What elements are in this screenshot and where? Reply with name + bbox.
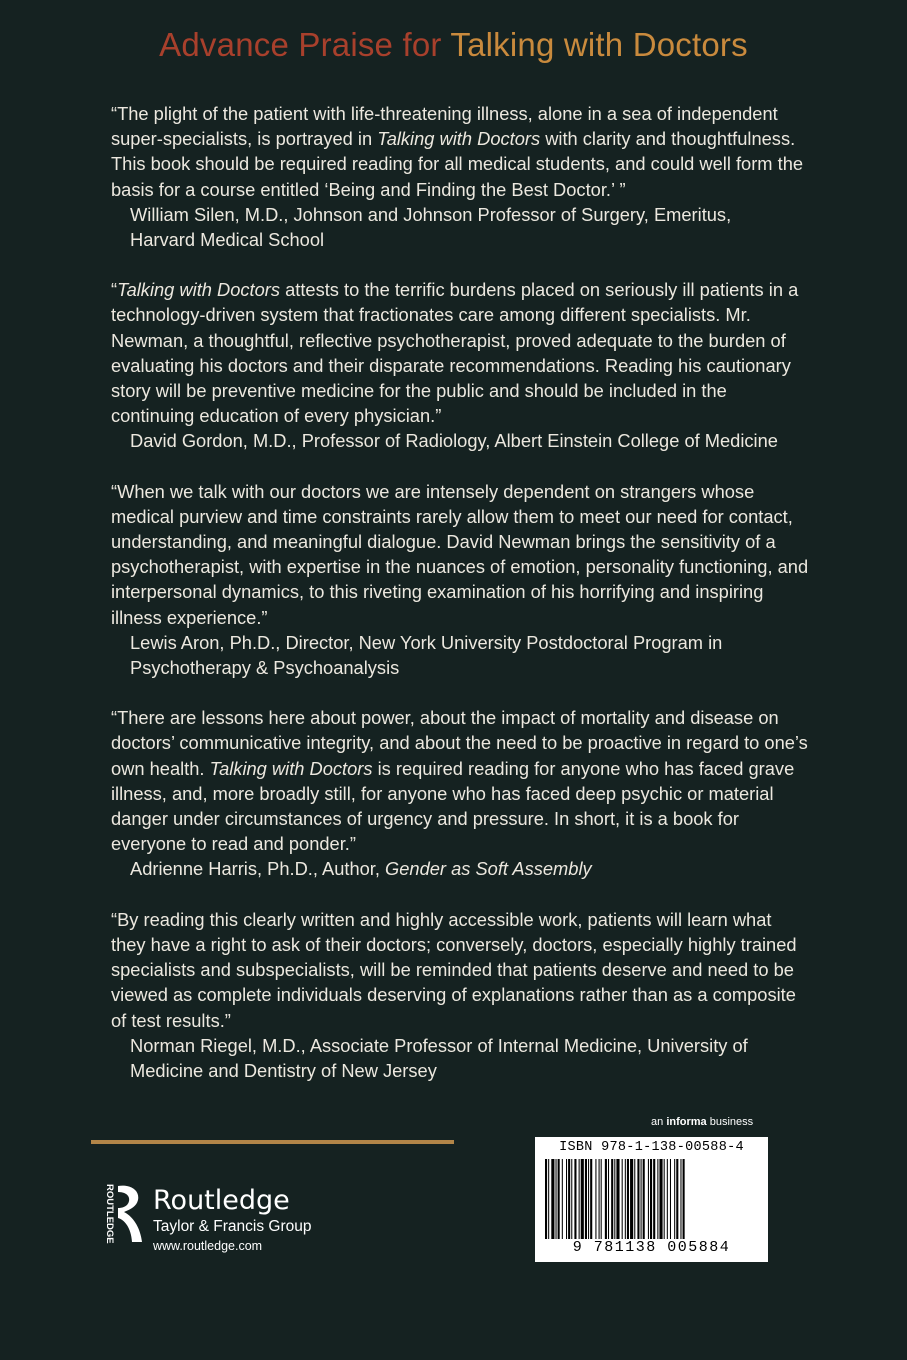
barcode-bar (608, 1159, 609, 1239)
barcode-bar (616, 1159, 619, 1239)
barcode-bar (634, 1159, 635, 1239)
barcode-bar (611, 1159, 613, 1239)
barcode-bar (614, 1159, 615, 1239)
barcode-bar (601, 1159, 602, 1239)
barcode-bar (566, 1159, 567, 1239)
quote-1 (111, 101, 811, 252)
barcode-bar (643, 1159, 645, 1239)
quote-5 (111, 907, 811, 1083)
quote-text: “When we talk with our doctors we are intensely dependent on strangers whose medical purview and time constraints rarely allow them to meet our need for contact, understanding, and meaningful dialogue. David Newman brings the sensitivity of a psychotherapist, with expertise in the nuances of emotion, personality functioning, and interpersonal dynamics, to this riveting examination of his horrifying and inspiring illness experience.” (111, 480, 809, 628)
barcode-bar (680, 1159, 681, 1239)
divider-rule (91, 1140, 454, 1144)
publisher-name: Routledge (153, 1185, 290, 1216)
barcode-bar (659, 1159, 662, 1239)
quote-3 (111, 479, 811, 681)
quote-text: “The plight of the patient with life-threatening illness, alone in a sea of independent super-specialists, is portrayed in Talking with Doctors with clarity and thoughtfulness. This book should be required reading for all medical students, and could well form the basis for a course entitled ‘Being and Finding the Best Doctor.’ ” (111, 103, 804, 200)
barcode-bar (605, 1159, 607, 1239)
barcode-bar (579, 1159, 580, 1239)
barcode-bar (664, 1159, 665, 1239)
barcode-bar (556, 1159, 557, 1239)
barcode-bar (683, 1159, 685, 1239)
barcode-bar (627, 1159, 629, 1239)
routledge-logo-icon (96, 1180, 148, 1252)
barcode-bar (571, 1159, 572, 1239)
quote-attribution: William Silen, M.D., Johnson and Johnson Professor of Surgery, Emeritus, Harvard Medical School (130, 203, 732, 251)
barcode-bar (622, 1159, 623, 1239)
barcode-bar (545, 1159, 547, 1239)
barcode-bar (637, 1159, 639, 1239)
cover-heading (0, 26, 907, 64)
informa-business-label: an informa business (651, 1116, 754, 1128)
quote-4 (111, 705, 811, 881)
barcode-bar (648, 1159, 649, 1239)
barcode-bar (548, 1159, 549, 1239)
barcode-bar (674, 1159, 675, 1239)
praise-quotes (111, 101, 811, 1108)
quote-text: “Talking with Doctors attests to the terrific burdens placed on seriously ill patients in a technology-driven system that fractionates care among different specialists. Mr. Newman, a thoughtful, reflective psychotherapist, proved adequate to the burden of evaluating his doctors and their disparate recommendations. Reading his cautionary story will be preventive medicine for the public and should be included in the continuing education of every physician.” (111, 279, 799, 427)
barcode-bar (551, 1159, 554, 1239)
barcode-bar (581, 1159, 584, 1239)
quote-attribution: Adrienne Harris, Ph.D., Author, Gender as Soft Assembly (130, 858, 592, 880)
barcode-bar (641, 1159, 642, 1239)
barcode-bar (670, 1159, 671, 1239)
publisher-url: www.routledge.com (153, 1239, 263, 1253)
barcode-bar (574, 1159, 576, 1239)
barcode-bar (676, 1159, 678, 1239)
barcode-bar (667, 1159, 668, 1239)
ean-digits: 9 781138 005884 (572, 1239, 731, 1256)
book-title: Talking with Doctors (450, 26, 748, 63)
barcode-bar (590, 1159, 592, 1239)
barcode-bar (625, 1159, 626, 1239)
barcode-bar (595, 1159, 596, 1239)
barcode-bar (599, 1159, 600, 1239)
routledge-logo-text: ROUTLEDGE (104, 1184, 115, 1244)
quote-text: “By reading this clearly written and highly accessible work, patients will learn what they have a right to ask of their doctors; conversely, doctors, especially highly trained specialists and subspecialists, will be reminded that patients deserve and need to be viewed as complete individuals deserving of explanations rather than as a composite of test results.” (111, 908, 797, 1031)
quote-text: “There are lessons here about power, about the impact of mortality and disease on doctors’ communicative integrity, and about the need to be proactive in regard to one’s own health. Talking with Doctors is required reading for anyone who has faced grave illness, and, more broadly still, for anyone who has faced deep psychic or material danger under circumstances of urgency and pressure. In short, it is a book for everyone to read and ponder.” (111, 707, 808, 855)
barcode-bar (650, 1159, 652, 1239)
barcode-bar (630, 1159, 633, 1239)
barcode-bar (588, 1159, 589, 1239)
publisher-block (153, 1186, 312, 1253)
publisher-group: Taylor & Francis Group (153, 1218, 312, 1235)
barcode-bar (653, 1159, 655, 1239)
quote-attribution: Norman Riegel, M.D., Associate Professor of Internal Medicine, University of Medicine and Dentistry of New Jersey (130, 1034, 748, 1081)
barcode-bar (657, 1159, 658, 1239)
barcode-bars (545, 1159, 757, 1239)
heading-prefix: Advance Praise for (159, 26, 442, 63)
quote-attribution: David Gordon, M.D., Professor of Radiology, Albert Einstein College of Medicine (130, 430, 778, 452)
barcode-bar (558, 1159, 560, 1239)
isbn-label: ISBN 978-1-138-00588-4 (559, 1140, 744, 1155)
barcode-bar (585, 1159, 587, 1239)
isbn-barcode (535, 1137, 768, 1262)
quote-attribution: Lewis Aron, Ph.D., Director, New York University Postdoctoral Program in Psychotherapy & Psychoanalysis (130, 631, 723, 679)
barcode-bar (568, 1159, 570, 1239)
quote-2 (111, 277, 811, 453)
barcode-bar (562, 1159, 563, 1239)
